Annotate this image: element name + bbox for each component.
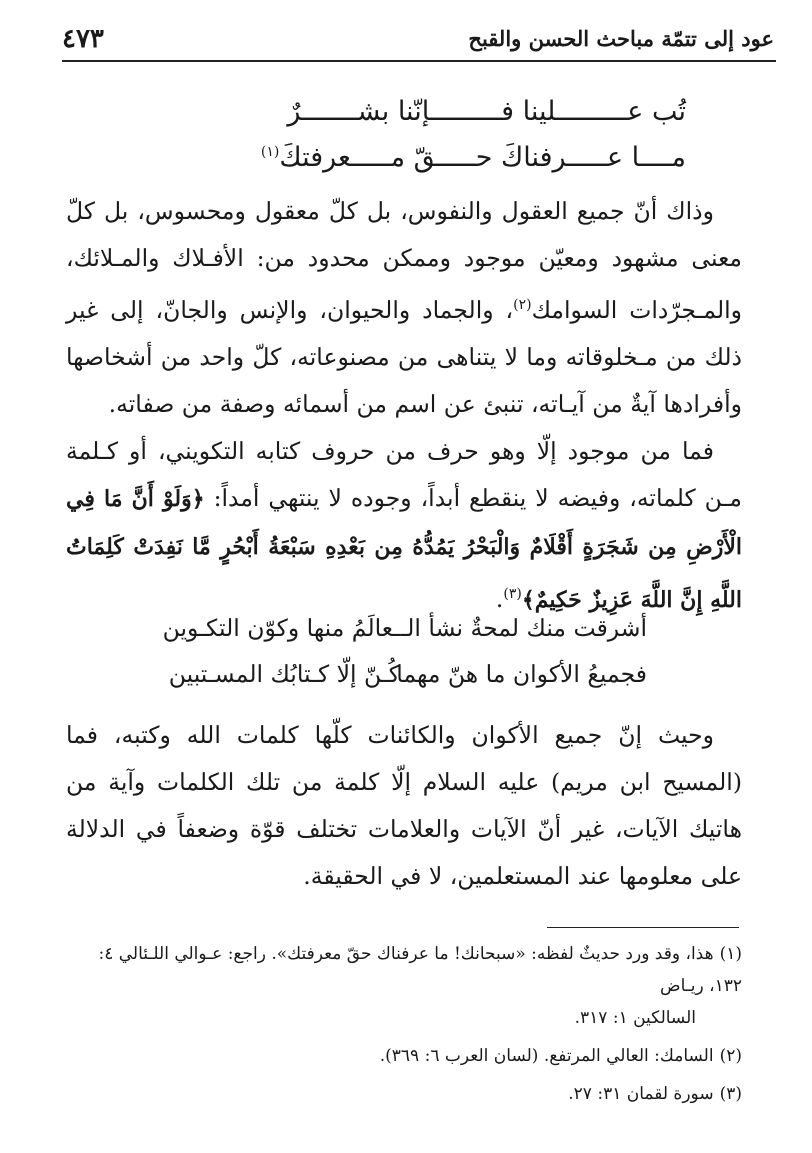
footnote-ref-1: (١) — [260, 144, 280, 160]
page-header — [62, 22, 774, 58]
paragraph-2 — [66, 428, 742, 624]
verse-line-2 — [261, 142, 686, 173]
footnote-3 — [66, 1078, 742, 1110]
quran-verse: ﴿وَلَوْ أَنَّ مَا فِي الْأَرْضِ مِن شَجَرَةٍ أَقْلَامٌ وَالْبَحْرُ يَمُدُّهُ مِن بَعْدِهِ سَبْعَةُ أَبْحُرٍ مَّا نَفِدَتْ كَلِمَاتُ اللَّهِ إِنَّ اللَّهَ عَزِيزٌ حَكِيمٌ﴾ — [66, 486, 742, 613]
footnote-3-text: سورة لقمان ٣١: ٢٧. — [568, 1084, 714, 1104]
paragraph-3 — [66, 712, 742, 900]
couplet-1-hemistich-right: أشرقت منك لمحةٌ نشأ الـ — [400, 614, 647, 642]
paragraph-1-text-a: وذاك أنّ جميع العقول والنفوس، بل كلّ معقول ومحسوس، بل كلّ معنى مشهود ومعيّن موجود وممكن محدود من: الأفـلاك والمـلائك، والمـجرّدات السوامك — [66, 197, 742, 324]
footnote-separator — [547, 927, 739, 928]
couplet-2-hemistich-right: فجميعُ الأكوان ما هنّ مهما — [396, 660, 647, 688]
header-rule — [62, 60, 776, 62]
paragraph-1 — [66, 188, 742, 428]
footnote-1 — [66, 938, 742, 1034]
couplet-line-2 — [0, 660, 812, 700]
verse-line-1: تُب عـــــــــلينا فـــــــــإنّنا بشـــــــرٌ — [287, 96, 686, 127]
footnote-ref-2: (٢) — [513, 297, 532, 313]
page-number: ٤٧٣ — [62, 24, 104, 54]
footnote-ref-3: (٣) — [503, 586, 522, 602]
footnote-2 — [66, 1040, 742, 1072]
footnote-2-number: (٢) — [719, 1046, 742, 1066]
paragraph-3-text: وحيث إنّ جميع الأكوان والكائنات كلّها كلمات الله وكتبه، فما (المسيح ابن مريم) عليه السلام إلّا كلمة من تلك الكلمات وآية من هاتيك الآيات، غير أنّ الآيات والعلامات تختلف قوّة وضعفاً في الدلالة على معلومها عند المستعلمين، لا في الحقيقة. — [66, 721, 742, 890]
couplet-1-hemistich-left: ـعالَمُ منها وكوّن التكـوين — [162, 614, 400, 642]
paragraph-2-text-a: فما من موجود إلّا وهو حرف من حروف كتابه التكويني، أو كـلمة مـن كلماته، وفيضه لا ينقطع أبداً، وجوده لا ينتهي أمداً: — [66, 437, 742, 512]
footnote-1-continuation: السالكين ١: ٣١٧. — [574, 1008, 696, 1028]
paragraph-1-text-b: ، والجماد والحيوان، والإنس والجانّ، إلى غير ذلك من مـخلوقاته وما لا يتناهى من مصنوعاته، كلّ واحد من أشخاصها وأفرادها آيةٌ من آيـاته، تنبئ عن اسم من أسمائه وصفة من صفاته. — [66, 295, 742, 418]
footnotes — [66, 938, 742, 1116]
paragraph-2-text-b: . — [495, 584, 504, 613]
running-title: عود إلى تتمّة مباحث الحسن والقبح — [468, 26, 774, 51]
verse-line-2-text: مــــا عـــــرفناكَ حـــــقّ مـــــعرفتكَ — [279, 142, 686, 173]
footnote-1-text: هذا، وقد ورد حديثٌ لفظه: «سبحانك! ما عرفناك حقّ معرفتك». راجع: عـوالي اللـئالي ٤: ١٣٢، ريـاض — [98, 944, 742, 996]
couplet-2-hemistich-left: كُـنّ إلّا كـتابُك المسـتبين — [168, 660, 400, 688]
footnote-3-number: (٣) — [719, 1084, 742, 1104]
footnote-2-text: السامك: العالي المرتفع. (لسان العرب ٦: ٣٦٩). — [379, 1046, 714, 1066]
couplet-line-1 — [0, 614, 812, 654]
footnote-1-number: (١) — [719, 944, 742, 964]
